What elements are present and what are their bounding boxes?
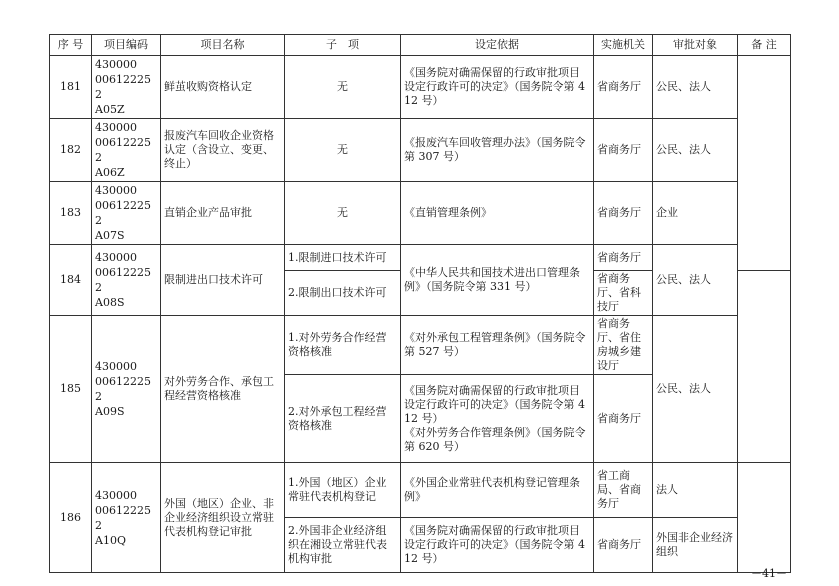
row-code [92, 119, 161, 182]
row-sub: 2.外国非企业经济组织在湘设立常驻代表机构审批 [285, 518, 401, 573]
code-part: A10Q [95, 533, 126, 547]
row-target: 公民、法人 [653, 56, 738, 119]
row-code [92, 316, 161, 463]
row-sub: 1.外国（地区）企业常驻代表机构登记 [285, 463, 401, 518]
row-name: 限制进出口技术许可 [161, 245, 285, 316]
row-note [738, 56, 791, 271]
row-agency: 省商务厅 [594, 518, 653, 573]
header-seq: 序 号 [50, 35, 92, 56]
table-row [50, 316, 791, 375]
code-part: 430000 [95, 184, 137, 197]
header-basis: 设定依据 [401, 35, 594, 56]
row-target: 企业 [653, 182, 738, 245]
header-target: 审批对象 [653, 35, 738, 56]
code-part: 430000 [95, 121, 137, 134]
code-part: 006122252 [95, 266, 151, 294]
table-row [50, 463, 791, 518]
row-agency: 省商务厅 [594, 245, 653, 271]
header-code: 项目编码 [92, 35, 161, 56]
header-note: 备 注 [738, 35, 791, 56]
code-part: 430000 [95, 251, 137, 264]
code-part: A09S [95, 405, 125, 418]
code-part: A07S [95, 229, 125, 242]
code-part: 006122252 [95, 199, 151, 227]
row-sub: 2.对外承包工程经营资格核准 [285, 375, 401, 463]
row-agency: 省商务厅 [594, 375, 653, 463]
code-part: A05Z [95, 103, 125, 116]
row-target: 法人 [653, 463, 738, 518]
code-part: 430000 [95, 488, 137, 502]
row-agency: 省商务厅、省住房城乡建设厅 [594, 316, 653, 375]
header-name: 项目名称 [161, 35, 285, 56]
row-name: 外国（地区）企业、非企业经济组织设立常驻代表机构登记审批 [161, 463, 285, 573]
row-basis: 《国务院对确需保留的行政审批项目设定行政许可的决定》（国务院令第 412 号） [401, 56, 594, 119]
row-sub: 1.对外劳务合作经营资格核准 [285, 316, 401, 375]
code-part: 006122252 [95, 503, 151, 532]
row-seq: 182 [50, 119, 92, 182]
row-target: 公民、法人 [653, 119, 738, 182]
row-basis [401, 375, 594, 463]
table-row [50, 245, 791, 271]
row-basis: 《中华人民共和国技术进出口管理条例》（国务院令第 331 号） [401, 245, 594, 316]
row-target: 公民、法人 [653, 316, 738, 463]
row-note [738, 271, 791, 463]
code-part: 430000 [95, 360, 137, 373]
table-row [50, 119, 791, 182]
row-name: 报废汽车回收企业资格认定（含设立、变更、终止） [161, 119, 285, 182]
row-agency: 省商务厅 [594, 56, 653, 119]
row-agency: 省商务厅 [594, 119, 653, 182]
table-row [50, 182, 791, 245]
row-basis: 《报废汽车回收管理办法》（国务院令第 307 号） [401, 119, 594, 182]
row-target: 公民、法人 [653, 245, 738, 316]
row-code [92, 463, 161, 573]
row-code [92, 182, 161, 245]
table-row [50, 56, 791, 119]
header-agency: 实施机关 [594, 35, 653, 56]
code-part: A06Z [95, 166, 125, 179]
row-target: 外国非企业经济组织 [653, 518, 738, 573]
row-seq: 181 [50, 56, 92, 119]
row-sub: 无 [285, 119, 401, 182]
row-sub: 1.限制进口技术许可 [285, 245, 401, 271]
code-part: 430000 [95, 58, 137, 71]
basis-line: 《对外劳务合作管理条例》（国务院令第 620 号） [404, 425, 586, 453]
table-header-row [50, 35, 791, 56]
row-seq: 183 [50, 182, 92, 245]
code-part: 006122252 [95, 136, 151, 164]
row-code [92, 245, 161, 316]
row-name: 鲜茧收购资格认定 [161, 56, 285, 119]
row-agency: 省工商局、省商务厅 [594, 463, 653, 518]
row-seq: 184 [50, 245, 92, 316]
header-sub: 子 项 [285, 35, 401, 56]
row-agency: 省商务厅、省科技厅 [594, 271, 653, 316]
row-basis: 《直销管理条例》 [401, 182, 594, 245]
row-basis: 《国务院对确需保留的行政审批项目设定行政许可的决定》（国务院令第 412 号） [401, 518, 594, 573]
row-sub: 2.限制出口技术许可 [285, 271, 401, 316]
row-sub: 无 [285, 182, 401, 245]
row-name: 直销企业产品审批 [161, 182, 285, 245]
basis-line: 《国务院对确需保留的行政审批项目设定行政许可的决定》（国务院令第 412 号） [404, 383, 585, 425]
code-part: A08S [95, 296, 125, 309]
row-sub: 无 [285, 56, 401, 119]
row-agency: 省商务厅 [594, 182, 653, 245]
row-note [738, 463, 791, 573]
code-part: 006122252 [95, 73, 151, 101]
approval-items-table [49, 34, 791, 573]
row-name: 对外劳务合作、承包工程经营资格核准 [161, 316, 285, 463]
page-number: －41－ [751, 567, 787, 580]
row-code [92, 56, 161, 119]
row-seq: 185 [50, 316, 92, 463]
row-basis: 《外国企业常驻代表机构登记管理条例》 [401, 463, 594, 518]
row-seq: 186 [50, 463, 92, 573]
code-part: 006122252 [95, 375, 151, 403]
row-basis: 《对外承包工程管理条例》（国务院令第 527 号） [401, 316, 594, 375]
